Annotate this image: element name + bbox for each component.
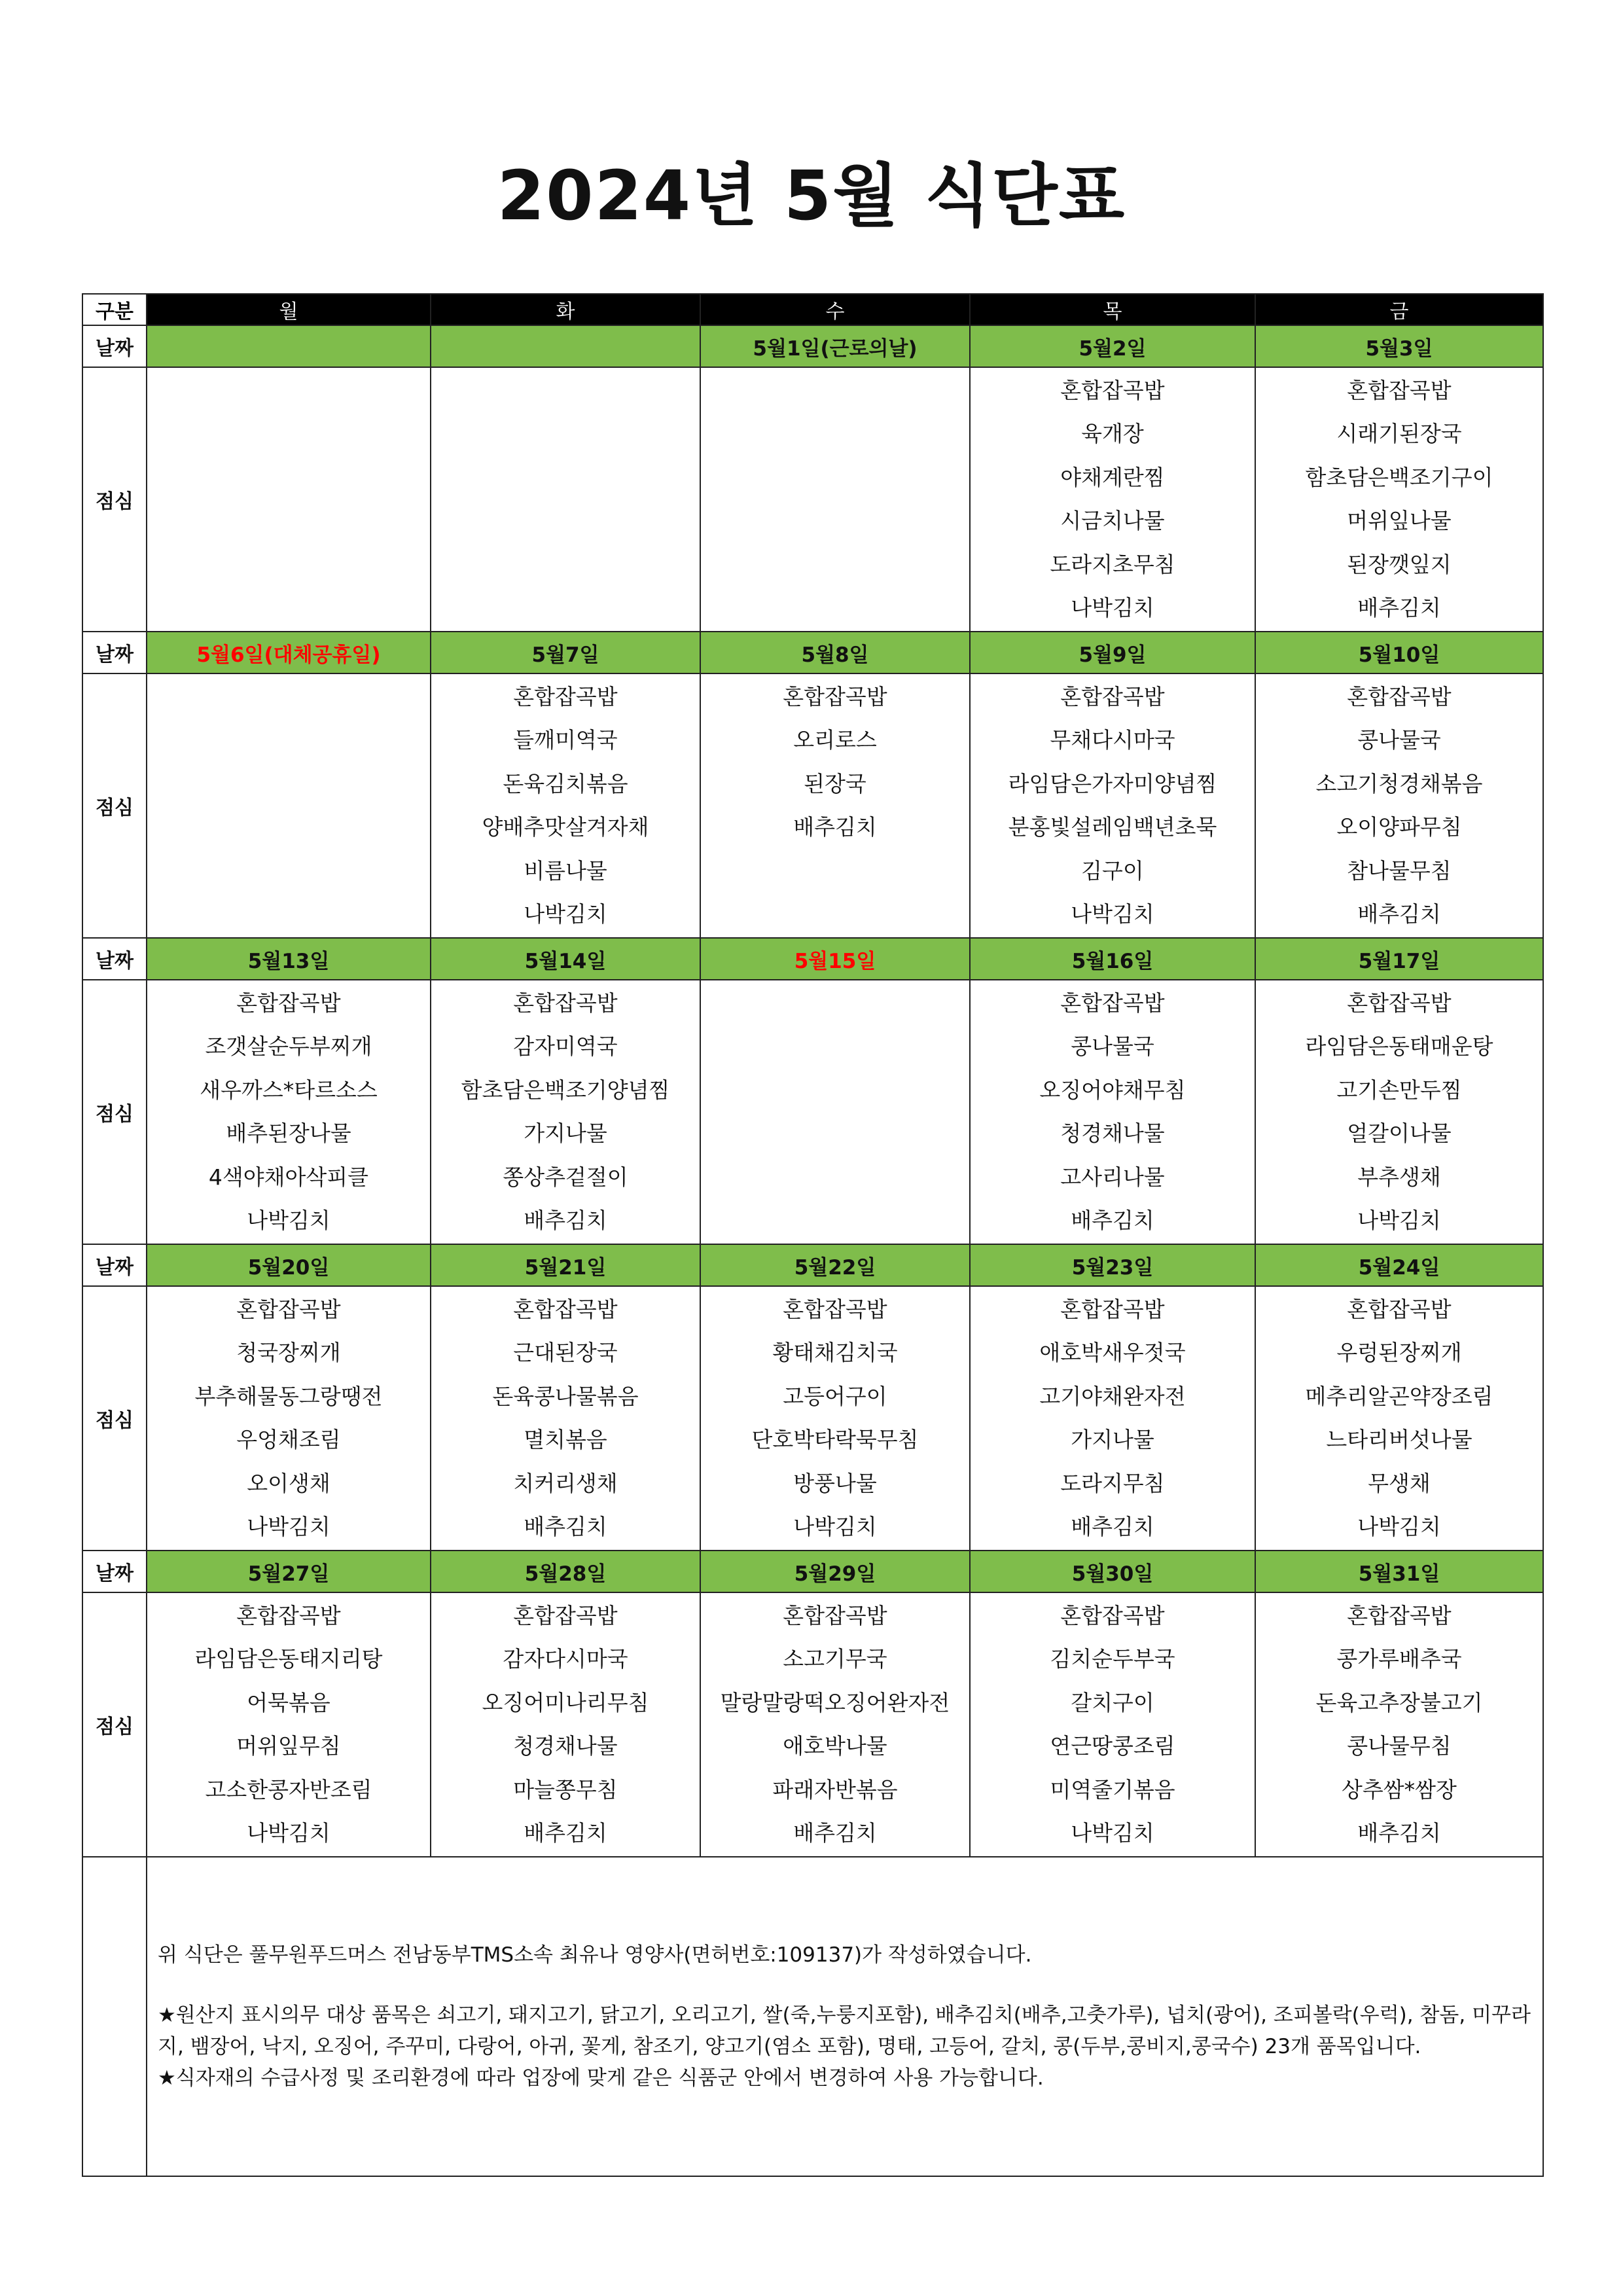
menu-item: 청국장찌개 bbox=[236, 1340, 341, 1366]
menu-item: 혼합잡곡밥 bbox=[236, 1603, 341, 1628]
date-cell: 5월7일 bbox=[431, 632, 700, 673]
menu-item: 고소한콩자반조림 bbox=[205, 1776, 372, 1803]
menu-item: 시래기된장국 bbox=[1336, 421, 1462, 447]
menu-cell bbox=[700, 980, 970, 1244]
menu-item bbox=[701, 1073, 969, 1108]
menu-item: 혼합잡곡밥 bbox=[1347, 684, 1452, 709]
menu-item: 나박김치 bbox=[1357, 1513, 1441, 1539]
menu-item bbox=[701, 897, 969, 932]
menu-item: 배추김치 bbox=[1357, 1820, 1441, 1846]
menu-item: 오리로스 bbox=[793, 727, 877, 753]
menu-item: 콩나물국 bbox=[1071, 1033, 1154, 1060]
menu-item: 배추김치 bbox=[524, 1207, 607, 1233]
lunch-row bbox=[82, 367, 1543, 632]
menu-item: 쫑상추겉절이 bbox=[503, 1164, 628, 1190]
notes-cell bbox=[147, 1857, 1543, 2176]
header-day-mon: 월 bbox=[147, 294, 431, 325]
menu-item bbox=[431, 590, 700, 626]
date-cell: 5월24일 bbox=[1255, 1244, 1543, 1286]
menu-cell bbox=[700, 1286, 970, 1551]
menu-item: 나박김치 bbox=[793, 1513, 877, 1539]
lunch-row bbox=[82, 1286, 1543, 1551]
date-cell: 5월2일 bbox=[970, 325, 1255, 367]
menu-cell bbox=[1255, 673, 1543, 938]
menu-item bbox=[431, 373, 700, 408]
date-cell: 5월9일 bbox=[970, 632, 1255, 673]
menu-item bbox=[147, 723, 430, 758]
date-label: 날짜 bbox=[82, 1244, 147, 1286]
menu-item: 머위잎나물 bbox=[1347, 508, 1452, 534]
menu-item: 청경채나물 bbox=[1060, 1121, 1165, 1147]
menu-item bbox=[701, 1160, 969, 1195]
menu-item: 나박김치 bbox=[247, 1207, 330, 1233]
menu-cell bbox=[1255, 980, 1543, 1244]
menu-item: 혼합잡곡밥 bbox=[1347, 1603, 1452, 1628]
menu-item: 혼합잡곡밥 bbox=[1060, 1297, 1165, 1322]
menu-item bbox=[147, 810, 430, 845]
lunch-label: 점심 bbox=[82, 1286, 147, 1551]
date-cell: 5월3일 bbox=[1255, 325, 1543, 367]
menu-item: 콩가루배추국 bbox=[1336, 1646, 1462, 1672]
menu-item: 고기손만두찜 bbox=[1336, 1077, 1462, 1103]
menu-item: 소고기청경채볶음 bbox=[1315, 770, 1483, 797]
menu-item: 무채다시마국 bbox=[1050, 727, 1175, 753]
date-cell: 5월1일(근로의날) bbox=[700, 325, 970, 367]
date-label: 날짜 bbox=[82, 938, 147, 980]
menu-item bbox=[431, 503, 700, 539]
menu-item: 들깨미역국 bbox=[513, 727, 618, 753]
menu-item: 나박김치 bbox=[1071, 594, 1154, 620]
menu-item: 참나물무침 bbox=[1347, 857, 1452, 884]
menu-item bbox=[701, 1116, 969, 1151]
menu-item: 단호박타락묵무침 bbox=[751, 1427, 919, 1453]
date-cell: 5월22일 bbox=[700, 1244, 970, 1286]
lunch-label: 점심 bbox=[82, 367, 147, 632]
menu-cell bbox=[147, 1286, 431, 1551]
menu-cell bbox=[147, 673, 431, 938]
menu-item: 미역줄기볶음 bbox=[1050, 1776, 1175, 1803]
menu-item: 배추김치 bbox=[1357, 901, 1441, 927]
date-row bbox=[82, 1244, 1543, 1286]
menu-item: 상추쌈*쌈장 bbox=[1342, 1776, 1457, 1803]
menu-item: 도라지무침 bbox=[1060, 1470, 1165, 1496]
date-cell: 5월10일 bbox=[1255, 632, 1543, 673]
menu-item: 배추김치 bbox=[524, 1513, 607, 1539]
header-row bbox=[82, 294, 1543, 325]
date-label: 날짜 bbox=[82, 632, 147, 673]
menu-item: 배추김치 bbox=[793, 814, 877, 840]
menu-item bbox=[147, 373, 430, 408]
menu-cell bbox=[970, 673, 1255, 938]
menu-item: 함초담은백조기구이 bbox=[1305, 464, 1493, 490]
menu-item: 혼합잡곡밥 bbox=[513, 684, 618, 709]
menu-item bbox=[701, 547, 969, 583]
date-row bbox=[82, 632, 1543, 673]
date-cell bbox=[147, 325, 431, 367]
menu-cell bbox=[970, 367, 1255, 632]
menu-item bbox=[701, 1203, 969, 1238]
menu-item bbox=[147, 503, 430, 539]
menu-item bbox=[701, 853, 969, 889]
date-cell: 5월6일(대체공휴일) bbox=[147, 632, 431, 673]
date-cell: 5월21일 bbox=[431, 1244, 700, 1286]
menu-item: 어묵볶음 bbox=[247, 1689, 330, 1715]
menu-item: 방풍나물 bbox=[793, 1470, 877, 1496]
menu-item: 나박김치 bbox=[1357, 1207, 1441, 1233]
menu-item: 애호박새우젓국 bbox=[1039, 1340, 1186, 1366]
menu-item: 가지나물 bbox=[1071, 1427, 1154, 1453]
menu-cell bbox=[147, 1592, 431, 1857]
menu-item: 고등어구이 bbox=[783, 1383, 887, 1409]
lunch-label: 점심 bbox=[82, 1592, 147, 1857]
menu-item: 배추김치 bbox=[793, 1820, 877, 1846]
menu-cell bbox=[147, 367, 431, 632]
menu-cell bbox=[970, 980, 1255, 1244]
menu-item bbox=[701, 460, 969, 495]
menu-item bbox=[147, 416, 430, 452]
menu-item: 라임담은동태매운탕 bbox=[1305, 1033, 1493, 1060]
notes-label-cell bbox=[82, 1857, 147, 2176]
date-cell: 5월16일 bbox=[970, 938, 1255, 980]
date-cell: 5월15일 bbox=[700, 938, 970, 980]
menu-item: 나박김치 bbox=[524, 901, 607, 927]
menu-cell bbox=[970, 1592, 1255, 1857]
menu-item: 배추김치 bbox=[524, 1820, 607, 1846]
menu-item: 소고기무국 bbox=[783, 1646, 887, 1672]
menu-item: 청경채나물 bbox=[513, 1733, 618, 1759]
menu-item: 우엉채조림 bbox=[236, 1427, 341, 1453]
menu-item: 도라지초무침 bbox=[1050, 551, 1175, 577]
header-label: 구분 bbox=[82, 294, 147, 325]
menu-item: 무생채 bbox=[1368, 1470, 1431, 1496]
menu-item: 혼합잡곡밥 bbox=[513, 990, 618, 1016]
menu-item: 혼합잡곡밥 bbox=[1060, 1603, 1165, 1628]
menu-item: 갈치구이 bbox=[1071, 1689, 1154, 1715]
menu-item: 배추김치 bbox=[1071, 1207, 1154, 1233]
date-cell: 5월20일 bbox=[147, 1244, 431, 1286]
menu-item: 부추해물동그랑땡전 bbox=[194, 1383, 383, 1409]
menu-item: 분홍빛설레임백년초묵 bbox=[1008, 814, 1217, 840]
menu-item: 고사리나물 bbox=[1060, 1164, 1165, 1190]
menu-cell bbox=[700, 1592, 970, 1857]
menu-item: 배추된장나물 bbox=[226, 1121, 351, 1147]
menu-item: 배추김치 bbox=[1071, 1513, 1154, 1539]
menu-item: 돈육김치볶음 bbox=[503, 770, 628, 797]
menu-cell bbox=[1255, 1592, 1543, 1857]
menu-item: 오이양파무침 bbox=[1336, 814, 1462, 840]
menu-item: 김치순두부국 bbox=[1050, 1646, 1175, 1672]
menu-item: 혼합잡곡밥 bbox=[783, 684, 887, 709]
menu-item: 혼합잡곡밥 bbox=[1347, 1297, 1452, 1322]
lunch-label: 점심 bbox=[82, 673, 147, 938]
date-row bbox=[82, 325, 1543, 367]
meal-table bbox=[82, 293, 1544, 2177]
origin-note: ★원산지 표시의무 대상 품목은 쇠고기, 돼지고기, 닭고기, 오리고기, 쌀(죽,누룽지포함), 배추김치(배추,고춧가루), 넙치(광어), 조피볼락(우럭), 참돔, 미꾸라지, 뱀장어, 낙지, 오징어, 주꾸미, 다랑어, 아귀, 꽃게, 참조기, 양고기(염소 포함), 명태, 고등어, 갈치, 콩(두부,콩비지,콩국수) 23개 품목입니다. bbox=[158, 2003, 1531, 2058]
menu-item: 돈육콩나물볶음 bbox=[492, 1383, 639, 1409]
menu-item: 4색야채아삭피클 bbox=[208, 1164, 369, 1190]
menu-item: 나박김치 bbox=[1071, 1820, 1154, 1846]
menu-cell bbox=[1255, 1286, 1543, 1551]
date-label: 날짜 bbox=[82, 1551, 147, 1592]
menu-item bbox=[147, 679, 430, 715]
menu-item bbox=[701, 1029, 969, 1064]
menu-cell bbox=[700, 367, 970, 632]
menu-cell bbox=[431, 367, 700, 632]
page-title: 2024년 5월 식단표 bbox=[497, 156, 1126, 236]
menu-item: 근대된장국 bbox=[513, 1340, 618, 1366]
menu-item: 혼합잡곡밥 bbox=[1347, 990, 1452, 1016]
menu-cell bbox=[431, 1286, 700, 1551]
header-day-tue: 화 bbox=[431, 294, 700, 325]
menu-item: 부추생채 bbox=[1357, 1164, 1441, 1190]
menu-item: 애호박나물 bbox=[783, 1733, 887, 1759]
menu-item: 혼합잡곡밥 bbox=[1060, 378, 1165, 403]
lunch-row bbox=[82, 673, 1543, 938]
menu-item: 배추김치 bbox=[1357, 594, 1441, 620]
menu-cell bbox=[1255, 367, 1543, 632]
menu-cell bbox=[970, 1286, 1255, 1551]
date-cell: 5월27일 bbox=[147, 1551, 431, 1592]
menu-item: 혼합잡곡밥 bbox=[513, 1297, 618, 1322]
date-cell: 5월28일 bbox=[431, 1551, 700, 1592]
menu-item: 마늘쫑무침 bbox=[513, 1776, 618, 1803]
menu-item bbox=[701, 373, 969, 408]
menu-item: 혼합잡곡밥 bbox=[236, 990, 341, 1016]
menu-item bbox=[701, 986, 969, 1021]
date-cell: 5월8일 bbox=[700, 632, 970, 673]
menu-item bbox=[147, 766, 430, 802]
menu-item: 된장깻잎지 bbox=[1347, 551, 1452, 577]
menu-item: 오징어미나리무침 bbox=[482, 1689, 649, 1715]
lunch-label: 점심 bbox=[82, 980, 147, 1244]
date-row bbox=[82, 1551, 1543, 1592]
menu-item: 된장국 bbox=[804, 770, 866, 797]
menu-item bbox=[147, 460, 430, 495]
menu-item: 야채계란찜 bbox=[1060, 464, 1165, 490]
menu-item: 혼합잡곡밥 bbox=[1060, 684, 1165, 709]
menu-item: 비름나물 bbox=[524, 857, 607, 884]
date-cell: 5월23일 bbox=[970, 1244, 1255, 1286]
menu-item bbox=[701, 503, 969, 539]
menu-item: 양배추맛살겨자채 bbox=[482, 814, 649, 840]
notes-row bbox=[82, 1857, 1543, 2176]
menu-item: 연근땅콩조림 bbox=[1050, 1733, 1175, 1759]
menu-item: 혼합잡곡밥 bbox=[783, 1297, 887, 1322]
date-cell: 5월14일 bbox=[431, 938, 700, 980]
menu-item: 김구이 bbox=[1081, 857, 1144, 884]
menu-cell bbox=[431, 673, 700, 938]
menu-item: 조갯살순두부찌개 bbox=[205, 1033, 372, 1060]
menu-item: 머위잎무침 bbox=[236, 1733, 341, 1759]
menu-item: 시금치나물 bbox=[1060, 508, 1165, 534]
menu-item bbox=[147, 547, 430, 583]
menu-cell bbox=[147, 980, 431, 1244]
menu-item: 혼합잡곡밥 bbox=[1060, 990, 1165, 1016]
date-row bbox=[82, 938, 1543, 980]
menu-item bbox=[431, 416, 700, 452]
menu-item: 나박김치 bbox=[247, 1513, 330, 1539]
menu-item: 나박김치 bbox=[247, 1820, 330, 1846]
lunch-row bbox=[82, 980, 1543, 1244]
lunch-row bbox=[82, 1592, 1543, 1857]
menu-cell bbox=[700, 673, 970, 938]
menu-item bbox=[431, 460, 700, 495]
menu-item: 혼합잡곡밥 bbox=[783, 1603, 887, 1628]
menu-item bbox=[147, 853, 430, 889]
menu-item bbox=[147, 897, 430, 932]
menu-item: 라임담은동태지리탕 bbox=[194, 1646, 383, 1672]
menu-item: 감자미역국 bbox=[513, 1033, 618, 1060]
menu-item: 치커리생채 bbox=[513, 1470, 618, 1496]
menu-item bbox=[701, 590, 969, 626]
menu-item: 함초담은백조기양념찜 bbox=[461, 1077, 670, 1103]
date-cell: 5월13일 bbox=[147, 938, 431, 980]
date-label: 날짜 bbox=[82, 325, 147, 367]
date-cell bbox=[431, 325, 700, 367]
menu-item: 오징어야채무침 bbox=[1039, 1077, 1186, 1103]
menu-item: 파래자반볶음 bbox=[772, 1776, 898, 1803]
menu-cell bbox=[431, 1592, 700, 1857]
menu-item bbox=[147, 590, 430, 626]
menu-item: 가지나물 bbox=[524, 1121, 607, 1147]
menu-item: 혼합잡곡밥 bbox=[513, 1603, 618, 1628]
menu-item: 육개장 bbox=[1081, 421, 1144, 447]
menu-item: 말랑말랑떡오징어완자전 bbox=[720, 1689, 950, 1715]
header-day-wed: 수 bbox=[700, 294, 970, 325]
date-cell: 5월17일 bbox=[1255, 938, 1543, 980]
menu-item: 얼갈이나물 bbox=[1347, 1121, 1452, 1147]
date-cell: 5월30일 bbox=[970, 1551, 1255, 1592]
change-note: ★식자재의 수급사정 및 조리환경에 따라 업장에 맞게 같은 식품군 안에서 변경하여 사용 가능합니다. bbox=[158, 2066, 1044, 2090]
menu-item: 콩나물무침 bbox=[1347, 1733, 1452, 1759]
header-day-thu: 목 bbox=[970, 294, 1255, 325]
menu-item: 황태채김치국 bbox=[772, 1340, 898, 1366]
author-note: 위 식단은 풀무원푸드머스 전남동부TMS소속 최유나 영양사(면허번호:109137)가 작성하였습니다. bbox=[158, 1943, 1032, 1967]
menu-item: 혼합잡곡밥 bbox=[1347, 378, 1452, 403]
menu-cell bbox=[431, 980, 700, 1244]
menu-item: 새우까스*타르소스 bbox=[200, 1077, 378, 1103]
menu-item bbox=[431, 547, 700, 583]
menu-item: 혼합잡곡밥 bbox=[236, 1297, 341, 1322]
menu-item: 감자다시마국 bbox=[503, 1646, 628, 1672]
menu-item: 멸치볶음 bbox=[524, 1427, 607, 1453]
menu-item: 라임담은가자미양념찜 bbox=[1008, 770, 1217, 797]
menu-item: 느타리버섯나물 bbox=[1326, 1427, 1472, 1453]
date-cell: 5월29일 bbox=[700, 1551, 970, 1592]
menu-item: 고기야채완자전 bbox=[1039, 1383, 1186, 1409]
menu-item: 콩나물국 bbox=[1357, 727, 1441, 753]
header-day-fri: 금 bbox=[1255, 294, 1543, 325]
menu-item: 오이생채 bbox=[247, 1470, 330, 1496]
menu-item bbox=[701, 416, 969, 452]
menu-item: 나박김치 bbox=[1071, 901, 1154, 927]
menu-item: 돈육고추장불고기 bbox=[1315, 1689, 1483, 1715]
menu-item: 메추리알곤약장조림 bbox=[1305, 1383, 1493, 1409]
menu-item: 우렁된장찌개 bbox=[1336, 1340, 1462, 1366]
date-cell: 5월31일 bbox=[1255, 1551, 1543, 1592]
